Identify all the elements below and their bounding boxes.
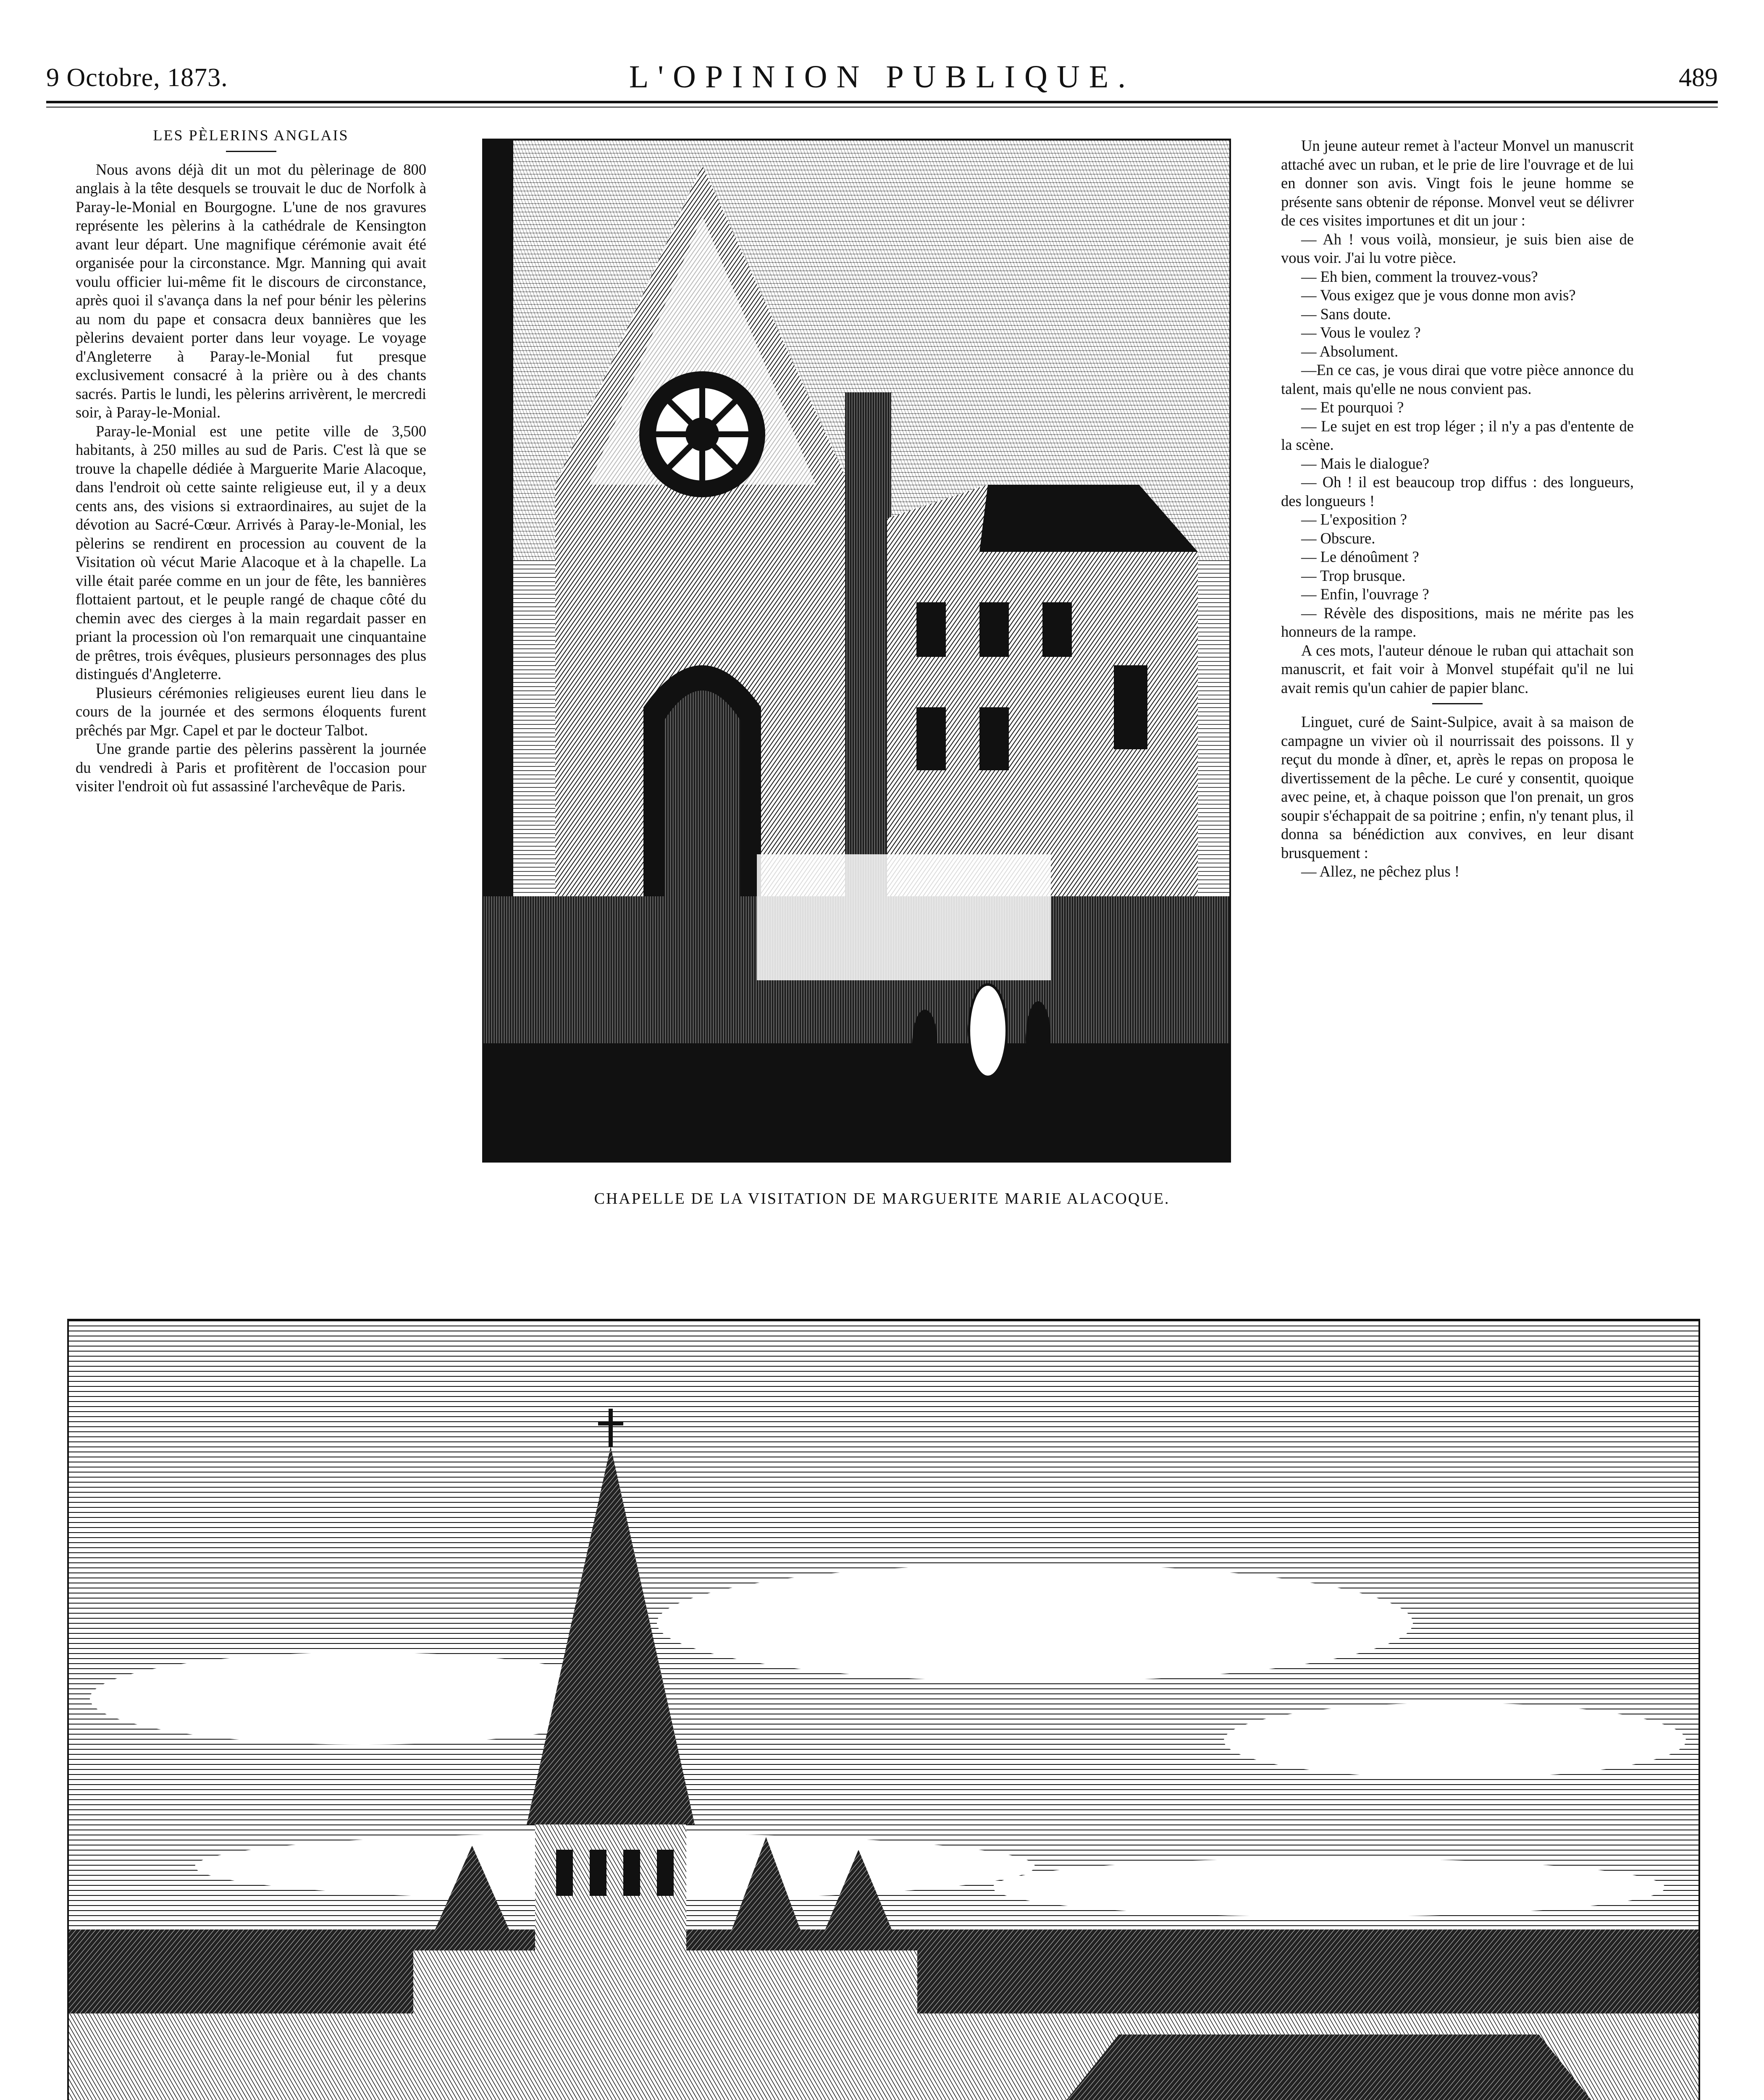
heading-rule (226, 151, 276, 152)
dialogue-line: — Absolument. (1301, 342, 1399, 360)
page-number: 489 (1679, 63, 1718, 92)
dialogue-line: — Oh ! il est beaucoup trop diffus : des longueurs, des longueurs ! (1281, 473, 1634, 509)
article-paragraph: Plusieurs cérémonies religieuses eurent lieu dans le cours de la journée et des sermons éloquents furent prêchés par Mgr. Capel et par le docteur Talbot. (76, 684, 426, 739)
article-heading: LES PÈLERINS ANGLAIS (153, 127, 349, 144)
article-pilgrims (76, 126, 426, 796)
dialogue-line: — Et pourquoi ? (1301, 399, 1404, 416)
dialogue-line: — Le sujet en est trop léger ; il n'y a pas d'entente de la scène. (1281, 417, 1634, 453)
dialogue-line: — Mais le dialogue? (1301, 454, 1430, 472)
dialogue-line: — Le dénoûment ? (1301, 548, 1419, 565)
dialogue-line: — Eh bien, comment la trouvez-vous? (1301, 268, 1538, 285)
section-rule (1432, 703, 1483, 704)
convent-illustration (69, 1320, 1698, 2100)
anecdote-linguet: Linguet, curé de Saint-Sulpice, avait à sa maison de campagne un vivier où il nourrissait des poissons. Il y reçut du monde à dîner, et, après le repas on proposa le divertissement de la pêche. Le curé y consentit, quoique avec peine, et, à chaque poisson que l'on prenait, un gros soupir s'échappait de sa poitrine ; enfin, n'y tenant plus, il donna sa bénédiction aux convives, en leur disant brusquement : (1281, 713, 1634, 861)
article-paragraph: Paray-le-Monial est une petite ville de 3,500 habitants, à 250 milles au sud de Paris. C'est là que se trouve la chapelle dédiée à Marguerite Marie Alacoque, dans l'endroit où cette sainte religieuse eut, il y a deux cents ans, des visions si extraordinaires, au sujet de la dévotion au Sacré-Cœur. Arrivés à Paray-le-Monial, les pèlerins se rendirent en procession au couvent de la Visitation où vécut Marie Alacoque et à la chapelle. La ville était parée comme en un jour de fête, les bannières flottaient partout, et le peuple rangé de chaque côté du chemin avec des cierges à la main regardait passer en priant la procession où l'on remarquait une cinquantaine de prêtres, trois évêques, plusieurs personnages des plus distingués d'Angleterre. (76, 422, 426, 682)
anecdotes-column (1281, 136, 1634, 881)
issue-date: 9 Octobre, 1873. (46, 63, 228, 92)
dialogue-line: A ces mots, l'auteur dénoue le ruban qui attachait son manuscrit, et fait voir à Monvel stupéfait qu'il ne lui avait remis qu'un cahier de papier blanc. (1281, 641, 1634, 696)
dialogue-line: — Vous le voulez ? (1301, 324, 1421, 341)
anecdote-intro: Un jeune auteur remet à l'acteur Monvel un manuscrit attaché avec un ruban, et le prie de lire l'ouvrage et de lui en donner son avis. Vingt fois le jeune homme se présente sans obtenir de réponse. Monvel veut se délivrer de ces visites importunes et dit un jour : (1281, 137, 1634, 229)
header-rule-thick (46, 101, 1718, 103)
dialogue-line: —En ce cas, je vous dirai que votre pièce annonce du talent, mais qu'elle ne nous convient pas. (1281, 361, 1634, 397)
header-rule-thin (46, 107, 1718, 108)
engraving-convent-panorama (67, 1319, 1700, 2100)
dialogue-line: — L'exposition ? (1301, 511, 1407, 528)
anecdote-linguet-end: — Allez, ne pêchez plus ! (1301, 863, 1460, 880)
engraving-chapel (482, 139, 1231, 1163)
dialogue-line: — Révèle des dispositions, mais ne mérite pas les honneurs de la rampe. (1281, 604, 1634, 640)
dialogue-line: — Ah ! vous voilà, monsieur, je suis bien aise de vous voir. J'ai lu votre pièce. (1281, 230, 1634, 266)
dialogue-line: — Obscure. (1301, 529, 1376, 547)
figure-caption-chapel: CHAPELLE DE LA VISITATION DE MARGUERITE MARIE ALACOQUE. (594, 1190, 1170, 1208)
dialogue-line: — Trop brusque. (1301, 567, 1406, 584)
dialogue-line: — Vous exigez que je vous donne mon avis? (1301, 286, 1576, 304)
dialogue-line: — Enfin, l'ouvrage ? (1301, 585, 1429, 603)
newspaper-title: L'OPINION PUBLIQUE. (629, 59, 1135, 94)
article-paragraph: Nous avons déjà dit un mot du pèlerinage de 800 anglais à la tête desquels se trouvait le duc de Norfolk à Paray-le-Monial en Bourgogne. L'une de nos gravures représente les pèlerins à la cathédrale de Kensington avant leur départ. Une magnifique cérémonie avait été organisée pour la circonstance. Mgr. Manning qui avait voulu officier lui-même fit le discours de circonstance, après quoi il s'avança dans la nef pour bénir les pèlerins au nom du pape et consacra deux bannières que les pèlerins devaient porter dans leur voyage. Le voyage d'Angleterre à Paray-le-Monial fut presque exclusivement consacré à la prière ou à des chants sacrés. Partis le lundi, les pèlerins arrivèrent, le mercredi soir, à Paray-le-Monial. (76, 160, 426, 421)
article-paragraph: Une grande partie des pèlerins passèrent la journée du vendredi à Paris et profitèrent de l'occasion pour visiter l'endroit où fut assassiné l'archevêque de Paris. (76, 740, 426, 795)
dialogue-line: — Sans doute. (1301, 305, 1391, 323)
chapel-illustration (484, 140, 1229, 1161)
